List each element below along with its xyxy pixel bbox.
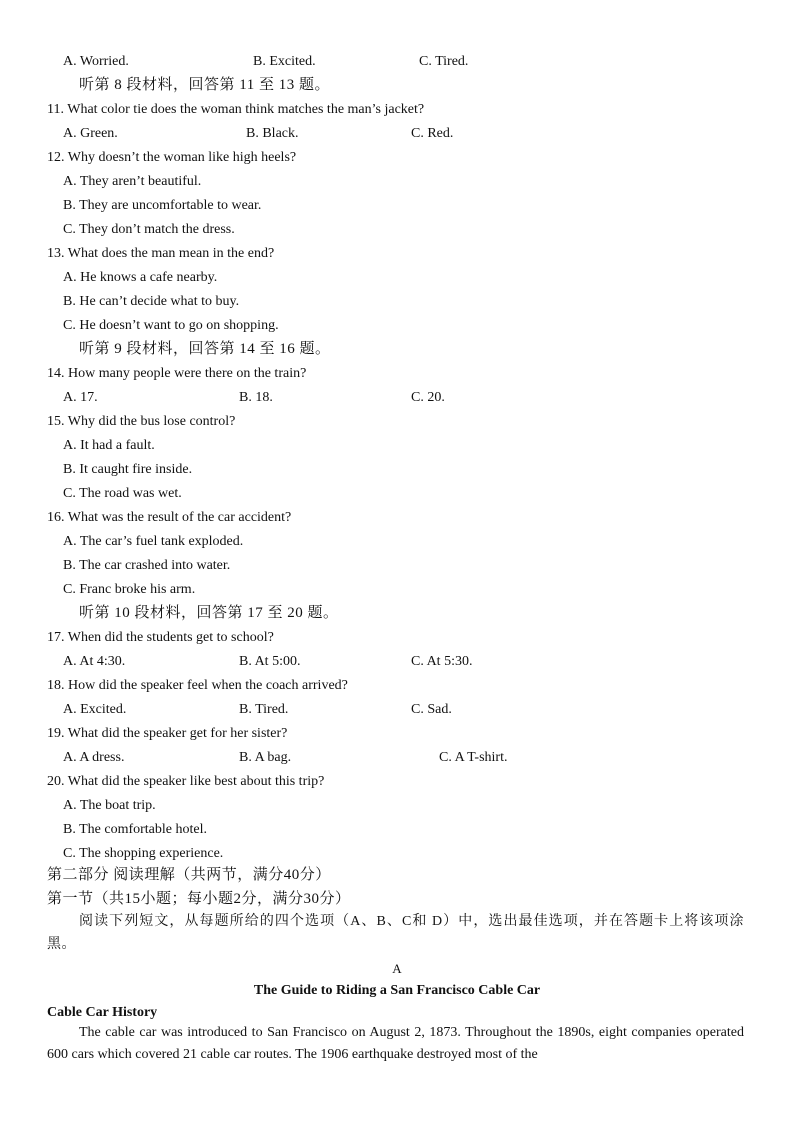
q13-option-b: B. He can’t decide what to buy. [63,294,240,309]
q20-option-c: C. The shopping experience. [63,846,224,861]
q20-option-b: B. The comfortable hotel. [63,822,207,837]
q10-option-a: A. Worried. [63,54,129,69]
q17-stem: 17. When did the students get to school? [47,630,274,645]
passage-letter: A [392,961,402,976]
passage-paragraph: The cable car was introduced to San Francisco on August 2, 1873. Throughout the 1890s, eight companies operated 600 cars which covered 21 cable car routes. The 1906 earthquake destroyed most of the [47,1025,744,1062]
q19-option-b: B. A bag. [239,750,292,765]
q15-option-a: A. It had a fault. [63,438,155,453]
q18-option-c: C. Sad. [411,702,452,717]
q10-option-b: B. Excited. [253,54,316,69]
q19-option-a: A. A dress. [63,750,125,765]
q17-option-c: C. At 5:30. [411,654,473,669]
passage-title: The Guide to Riding a San Francisco Cable Car [253,983,541,998]
q18-stem: 18. How did the speaker feel when the coach arrived? [47,678,348,693]
q11-option-c: C. Red. [411,126,454,141]
q11-option-b: B. Black. [246,126,299,141]
q14-option-c: C. 20. [411,390,445,405]
q16-option-a: A. The car’s fuel tank exploded. [63,534,244,549]
q19-stem: 19. What did the speaker get for her sister? [47,726,288,741]
q11-option-a: A. Green. [63,126,118,141]
q12-option-c: C. They don’t match the dress. [63,222,235,237]
q17-option-b: B. At 5:00. [239,654,301,669]
q12-option-a: A. They aren’t beautiful. [63,174,202,189]
section-10-instruction: 听第 10 段材料，回答第 17 至 20 题。 [79,605,339,621]
subheading-cable-car-history: Cable Car History [47,1005,158,1020]
q19-option-c: C. A T-shirt. [439,750,508,765]
q13-stem: 13. What does the man mean in the end? [47,246,275,261]
section-1-heading: 第一节（共15小题；每小题2分，满分30分） [47,891,351,907]
part-2-heading: 第二部分 阅读理解（共两节，满分40分） [47,867,331,883]
q14-stem: 14. How many people were there on the train? [47,366,307,381]
q16-option-c: C. Franc broke his arm. [63,582,196,597]
q11-stem: 11. What color tie does the woman think matches the man’s jacket? [47,102,425,117]
q15-stem: 15. Why did the bus lose control? [47,414,236,429]
q16-stem: 16. What was the result of the car accident? [47,510,292,525]
q14-option-a: A. 17. [63,390,98,405]
q20-stem: 20. What did the speaker like best about this trip? [47,774,325,789]
q13-option-c: C. He doesn’t want to go on shopping. [63,318,279,333]
q14-option-b: B. 18. [239,390,273,405]
q12-option-b: B. They are uncomfortable to wear. [63,198,262,213]
q18-option-a: A. Excited. [63,702,127,717]
reading-instructions: 阅读下列短文，从每题所给的四个选项（A、B、C和 D）中，选出最佳选项，并在答题卡上将该项涂黑。 [47,914,744,952]
q20-option-a: A. The boat trip. [63,798,156,813]
section-9-instruction: 听第 9 段材料，回答第 14 至 16 题。 [79,341,331,357]
q13-option-a: A. He knows a cafe nearby. [63,270,218,285]
q15-option-c: C. The road was wet. [63,486,182,501]
q10-option-c: C. Tired. [419,54,469,69]
q12-stem: 12. Why doesn’t the woman like high heels? [47,150,297,165]
q18-option-b: B. Tired. [239,702,289,717]
q17-option-a: A. At 4:30. [63,654,126,669]
q16-option-b: B. The car crashed into water. [63,558,231,573]
section-8-instruction: 听第 8 段材料，回答第 11 至 13 题。 [79,77,330,93]
q15-option-b: B. It caught fire inside. [63,462,193,477]
